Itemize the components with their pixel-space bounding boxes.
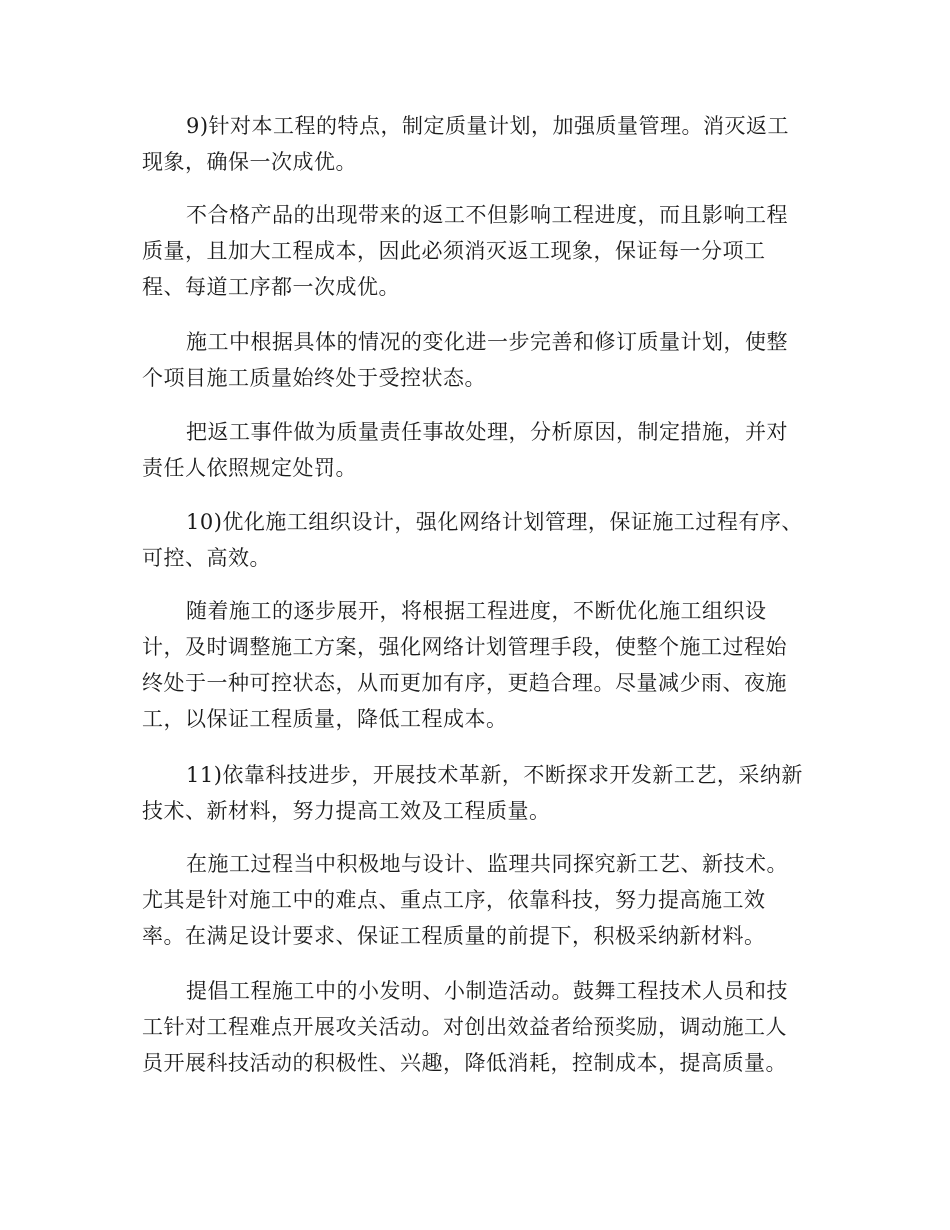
text-line: 11)依靠科技进步，开展技术革新，不断探求开发新工艺，采纳新 bbox=[186, 763, 803, 787]
text-line: 程、每道工序都一次成优。 bbox=[142, 275, 400, 299]
paragraph-new-process-research bbox=[142, 846, 812, 954]
paragraph-design-optimization bbox=[142, 504, 812, 576]
text-line: 责任人依照规定处罚。 bbox=[142, 456, 357, 480]
text-line: 随着施工的逐步展开，将根据工程进度，不断优化施工组织设 bbox=[186, 599, 767, 623]
paragraph-plan-revision bbox=[142, 324, 812, 396]
text-line: 个项目施工质量始终处于受控状态。 bbox=[142, 366, 486, 390]
text-line: 把返工事件做为质量责任事故处理，分析原因，制定措施，并对 bbox=[186, 420, 788, 444]
text-line: 终处于一种可控状态，从而更加有序，更趋合理。尽量减少雨、夜施 bbox=[142, 671, 787, 695]
text-line: 9)针对本工程的特点，制定质量计划，加强质量管理。消灭返工 bbox=[186, 114, 790, 138]
text-line: 施工中根据具体的情况的变化进一步完善和修订质量计划，使整 bbox=[186, 330, 788, 354]
paragraph-progress-control bbox=[142, 593, 812, 737]
text-line: 现象，确保一次成优。 bbox=[142, 150, 357, 174]
text-line: 尤其是针对施工中的难点、重点工序，依靠科技，努力提高施工效 bbox=[142, 888, 766, 912]
paragraph-rework-impact bbox=[142, 197, 812, 305]
text-line: 不合格产品的出现带来的返工不但影响工程进度，而且影响工程 bbox=[186, 203, 788, 227]
text-line: 提倡工程施工中的小发明、小制造活动。鼓舞工程技术人员和技 bbox=[186, 979, 788, 1003]
text-line: 员开展科技活动的积极性、兴趣，降低消耗，控制成本，提高质量。 bbox=[142, 1051, 787, 1075]
text-line: 可控、高效。 bbox=[142, 546, 271, 570]
text-line: 在施工过程当中积极地与设计、监理共同探究新工艺、新技术。 bbox=[186, 852, 788, 876]
text-line: 计，及时调整施工方案，强化网络计划管理手段，使整个施工过程始 bbox=[142, 635, 787, 659]
text-line: 工，以保证工程质量，降低工程成本。 bbox=[142, 707, 508, 731]
paragraph-small-inventions bbox=[142, 973, 812, 1081]
text-line: 质量，且加大工程成本，因此必须消灭返工现象，保证每一分项工 bbox=[142, 239, 766, 263]
paragraph-tech-innovation bbox=[142, 757, 812, 829]
text-line: 率。在满足设计要求、保证工程质量的前提下，积极采纳新材料。 bbox=[142, 924, 766, 948]
paragraph-rework-accountability bbox=[142, 414, 812, 486]
text-line: 10)优化施工组织设计，强化网络计划管理，保证施工过程有序、 bbox=[186, 510, 803, 534]
text-line: 技术、新材料，努力提高工效及工程质量。 bbox=[142, 799, 551, 823]
paragraph-quality-plan bbox=[142, 108, 812, 180]
text-line: 工针对工程难点开展攻关活动。对创出效益者给预奖励，调动施工人 bbox=[142, 1015, 787, 1039]
